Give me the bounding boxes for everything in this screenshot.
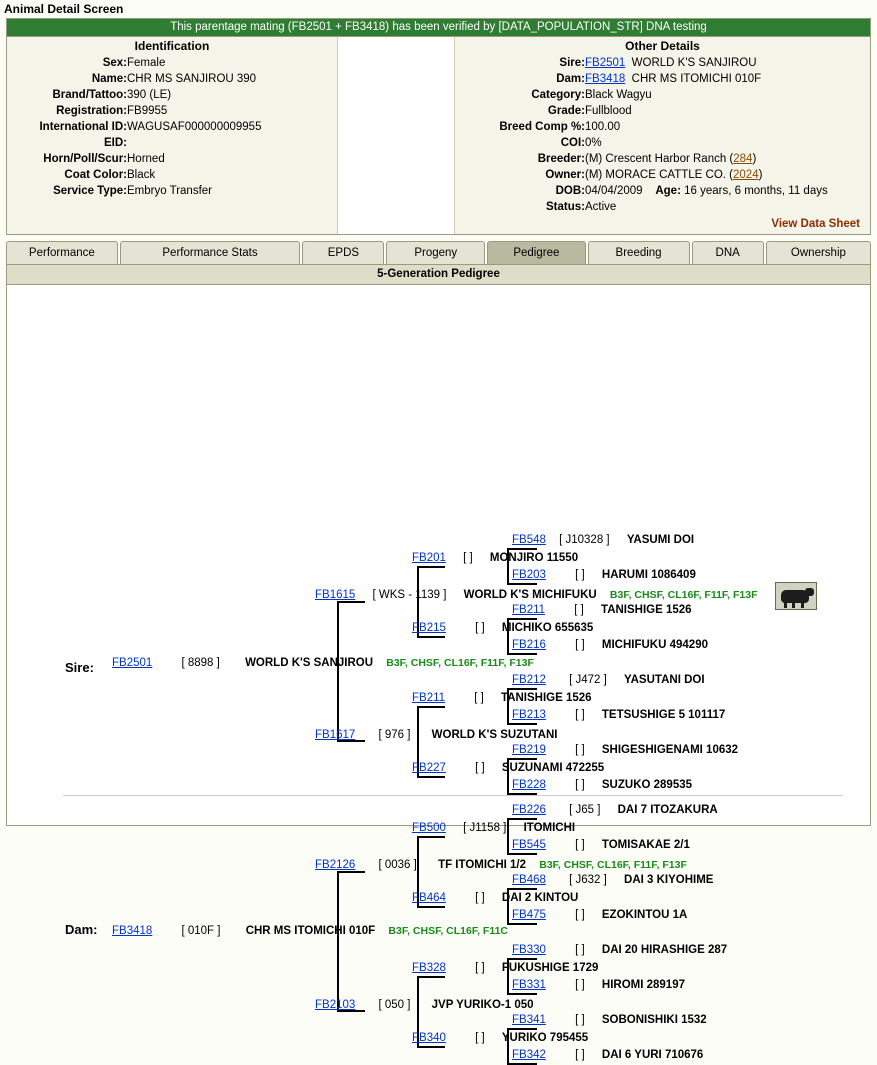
table-row <box>455 120 870 136</box>
dam-row-label: Dam: <box>65 922 98 937</box>
node-name: YASUMI DOI <box>626 534 695 546</box>
pedigree-node <box>412 1032 588 1045</box>
node-id-link[interactable]: FB500 <box>412 822 446 834</box>
field-label: Grade: <box>547 105 585 117</box>
breeder-name: (M) Crescent Harbor Ranch <box>585 153 727 165</box>
pedigree-node <box>512 874 713 887</box>
node-reg: [ J632 ] <box>569 874 607 886</box>
node-name: MONJIRO 11550 <box>489 552 579 564</box>
node-name: YASUTANI DOI <box>624 674 705 686</box>
age-label: Age: <box>655 185 681 197</box>
field-value: Horned <box>127 153 165 165</box>
node-id-link[interactable]: FB2103 <box>315 999 356 1011</box>
connector <box>417 706 445 708</box>
field-value: 0% <box>585 137 602 149</box>
node-reg: [ ] <box>475 1032 485 1044</box>
field-label: Brand/Tattoo: <box>52 89 127 101</box>
node-reg: [ ] <box>463 552 473 564</box>
node-reg: [ 976 ] <box>378 729 411 741</box>
pedigree-node <box>412 962 598 975</box>
pedigree-node <box>315 999 534 1012</box>
table-row <box>455 184 870 200</box>
pedigree-node <box>512 1049 703 1062</box>
node-id-link[interactable]: FB212 <box>512 674 546 686</box>
node-id-link[interactable]: FB3418 <box>112 925 153 937</box>
connector <box>507 993 537 995</box>
dam-id-link[interactable]: FB3418 <box>585 73 626 85</box>
field-value: CHR MS SANJIROU 390 <box>127 73 257 85</box>
node-reg: [ ] <box>575 944 585 956</box>
node-name: SOBONISHIKI 1532 <box>601 1014 707 1026</box>
table-row <box>7 72 337 88</box>
field-label: Service Type: <box>53 185 127 197</box>
connector <box>507 923 537 925</box>
node-id-link[interactable]: FB203 <box>512 569 546 581</box>
connector <box>417 976 445 978</box>
field-label: Sire: <box>559 57 585 69</box>
node-traits: B3F, CHSF, CL16F, F11F, F13F <box>609 589 758 601</box>
field-value: Active <box>585 201 617 213</box>
node-traits: B3F, CHSF, CL16F, F11C <box>388 925 509 937</box>
connector <box>337 871 339 1010</box>
field-value: 100.00 <box>585 121 621 133</box>
node-id-link[interactable]: FB331 <box>512 979 546 991</box>
identification-column <box>7 37 338 234</box>
node-id-link[interactable]: FB215 <box>412 622 446 634</box>
pedigree-node <box>412 762 604 775</box>
connector <box>507 853 537 855</box>
field-label: COI: <box>560 137 585 149</box>
node-name: DAI 7 ITOZAKURA <box>617 804 718 816</box>
node-reg: [ ] <box>575 839 585 851</box>
field-label: Name: <box>91 73 127 85</box>
field-value: Female <box>127 57 166 69</box>
connector <box>417 776 445 778</box>
field-label: EID: <box>104 137 127 149</box>
pedigree-node <box>512 604 692 617</box>
other-details-heading: Other Details <box>625 39 700 53</box>
dob-value: 04/04/2009 <box>585 185 643 197</box>
field-label: Dam: <box>556 73 585 85</box>
node-reg: [ ] <box>575 744 585 756</box>
connector <box>507 548 537 550</box>
pedigree-node <box>512 779 692 792</box>
node-name: TANISHIGE 1526 <box>601 604 692 616</box>
tab-performance[interactable]: Performance <box>6 241 118 264</box>
connector <box>507 688 537 690</box>
table-row <box>7 136 337 152</box>
pedigree-node <box>512 639 708 652</box>
connector <box>417 836 445 838</box>
field-value: WAGUSAF000000009955 <box>127 121 262 133</box>
field-label: Horn/Poll/Scur: <box>43 153 127 165</box>
connector <box>507 758 537 760</box>
age-value: 16 years, 6 months, 11 days <box>684 185 828 197</box>
field-label: DOB: <box>555 185 585 197</box>
pedigree-node <box>512 569 696 582</box>
node-reg: [ WKS - 1139 ] <box>372 589 447 601</box>
pedigree-node <box>512 534 694 547</box>
node-id-link[interactable]: FB211 <box>512 604 546 616</box>
pedigree-node <box>412 822 575 835</box>
pedigree-node <box>315 859 687 872</box>
node-id-link[interactable]: FB2126 <box>315 859 356 871</box>
table-row <box>7 56 337 72</box>
table-row <box>455 152 870 168</box>
field-value: (M) Crescent Harbor Ranch (284) <box>585 153 757 165</box>
node-name: DAI 2 KINTOU <box>501 892 579 904</box>
pedigree-node <box>412 552 578 565</box>
divider <box>63 795 843 796</box>
pedigree-node <box>315 729 557 742</box>
pedigree-node <box>412 892 578 905</box>
tab-epds[interactable]: EPDS <box>302 241 384 264</box>
other-details-column <box>455 37 870 234</box>
pedigree-node <box>412 692 592 705</box>
table-row <box>455 104 870 120</box>
connector <box>337 601 339 740</box>
node-reg: [ ] <box>574 604 584 616</box>
connector <box>417 636 445 638</box>
field-label: Coat Color: <box>64 169 127 181</box>
node-id-link[interactable]: FB341 <box>512 1014 546 1026</box>
table-row <box>455 168 870 184</box>
node-id-link[interactable]: FB330 <box>512 944 546 956</box>
field-label: Sex: <box>102 57 127 69</box>
node-name: DAI 6 YURI 710676 <box>601 1049 704 1061</box>
node-name: WORLD K'S SUZUTANI <box>431 729 558 741</box>
connector <box>507 618 537 620</box>
tab-breeding[interactable]: Breeding <box>588 241 690 264</box>
field-label: Breed Comp %: <box>499 121 585 133</box>
pedigree-node <box>315 589 758 602</box>
field-value: (M) MORACE CATTLE CO. (2024) <box>585 169 763 181</box>
table-row <box>7 88 337 104</box>
node-reg: [ ] <box>575 1014 585 1026</box>
field-label: Category: <box>531 89 585 101</box>
node-id-link[interactable]: FB1617 <box>315 729 356 741</box>
node-id-link[interactable]: FB1615 <box>315 589 356 601</box>
sire-row-label: Sire: <box>65 660 94 675</box>
pedigree-node <box>512 804 718 817</box>
field-value <box>585 56 870 72</box>
node-id-link[interactable]: FB340 <box>412 1032 446 1044</box>
tab-progeny[interactable]: Progeny <box>386 241 485 264</box>
tab-ownership[interactable]: Ownership <box>766 241 871 264</box>
node-name: ITOMICHI <box>523 822 576 834</box>
owner-name: (M) MORACE CATTLE CO. <box>585 169 726 181</box>
tab-pedigree[interactable]: Pedigree <box>487 241 586 264</box>
identification-table <box>7 56 337 200</box>
node-reg: [ 010F ] <box>181 925 221 937</box>
node-name: DAI 3 KIYOHIME <box>624 874 714 886</box>
node-name: SUZUNAMI 472255 <box>501 762 605 774</box>
node-id-link[interactable]: FB201 <box>412 552 446 564</box>
sire-name: WORLD K'S SANJIROU <box>631 57 757 69</box>
breeder-code-link[interactable]: 284 <box>733 153 753 165</box>
node-reg: [ ] <box>474 692 484 704</box>
tab-performance-stats[interactable]: Performance Stats <box>120 241 301 264</box>
node-name: DAI 20 HIRASHIGE 287 <box>601 944 728 956</box>
node-reg: [ ] <box>575 639 585 651</box>
node-id-link[interactable]: FB2501 <box>112 657 153 669</box>
table-row <box>7 184 337 200</box>
node-reg: [ 0036 ] <box>378 859 417 871</box>
node-reg: [ ] <box>575 569 585 581</box>
field-label: Breeder: <box>537 153 585 165</box>
other-details-table <box>455 56 870 216</box>
view-data-sheet-link[interactable]: View Data Sheet <box>771 218 860 230</box>
pedigree-node <box>112 657 534 670</box>
node-name: CHR MS ITOMICHI 010F <box>245 925 376 937</box>
pedigree-node <box>512 909 687 922</box>
table-row <box>7 104 337 120</box>
node-name: YURIKO 795455 <box>501 1032 589 1044</box>
node-reg: [ 050 ] <box>378 999 411 1011</box>
node-id-link[interactable]: FB219 <box>512 744 546 756</box>
pedigree-node <box>112 925 508 938</box>
node-id-link[interactable]: FB228 <box>512 779 546 791</box>
field-label: International ID: <box>39 121 127 133</box>
pedigree-node <box>512 744 738 757</box>
node-reg: [ ] <box>475 962 485 974</box>
connector <box>507 888 537 890</box>
connector <box>507 958 537 960</box>
parentage-verification-banner: This parentage mating (FB2501 + FB3418) has been verified by [DATA_POPULATION_STR] DNA testing <box>7 19 870 37</box>
node-id-link[interactable]: FB545 <box>512 839 546 851</box>
table-row <box>7 120 337 136</box>
node-id-link[interactable]: FB216 <box>512 639 546 651</box>
node-traits: B3F, CHSF, CL16F, F11F, F13F <box>539 859 687 871</box>
table-row <box>455 72 870 88</box>
node-reg: [ ] <box>575 1049 585 1061</box>
node-reg: [ ] <box>575 909 585 921</box>
pedigree-panel <box>6 264 871 1061</box>
node-name: SUZUKO 289535 <box>601 779 693 791</box>
field-value <box>585 72 870 88</box>
connector <box>507 583 537 585</box>
field-label: Registration: <box>56 105 127 117</box>
node-name: TETSUSHIGE 5 101117 <box>601 709 726 721</box>
field-value: 390 (LE) <box>127 89 172 101</box>
node-reg: [ J472 ] <box>569 674 607 686</box>
node-traits: B3F, CHSF, CL16F, F11F, F13F <box>386 657 534 669</box>
pedigree-node <box>512 944 727 957</box>
node-reg: [ J1158 ] <box>463 822 507 834</box>
node-reg: [ J10328 ] <box>559 534 610 546</box>
pedigree-chart <box>7 285 870 1061</box>
node-reg: [ 8898 ] <box>181 657 220 669</box>
identification-heading: Identification <box>134 39 210 53</box>
owner-code-link[interactable]: 2024 <box>733 169 759 181</box>
node-id-link[interactable]: FB342 <box>512 1049 546 1061</box>
animal-summary-panel <box>6 18 871 235</box>
sire-id-link[interactable]: FB2501 <box>585 57 626 69</box>
pedigree-node <box>512 839 690 852</box>
table-row <box>455 56 870 72</box>
connector <box>507 653 537 655</box>
node-reg: [ ] <box>575 779 585 791</box>
connector <box>507 1028 537 1030</box>
node-reg: [ ] <box>575 979 585 991</box>
field-value: Fullblood <box>585 105 632 117</box>
table-row <box>7 168 337 184</box>
field-value <box>585 184 870 200</box>
node-id-link[interactable]: FB328 <box>412 962 446 974</box>
pedigree-node <box>512 709 725 722</box>
node-name: SHIGESHIGENAMI 10632 <box>601 744 739 756</box>
node-name: HIROMI 289197 <box>601 979 685 991</box>
table-row <box>7 152 337 168</box>
node-id-link[interactable]: FB475 <box>512 909 546 921</box>
field-value: Black <box>127 169 156 181</box>
pedigree-node <box>512 1014 707 1027</box>
node-reg: [ ] <box>475 622 485 634</box>
connector <box>417 1046 445 1048</box>
node-reg: [ ] <box>475 762 485 774</box>
node-name: JVP YURIKO-1 050 <box>431 999 534 1011</box>
node-reg: [ ] <box>475 892 485 904</box>
pedigree-heading: 5-Generation Pedigree <box>7 265 870 285</box>
node-name: FUKUSHIGE 1729 <box>501 962 599 974</box>
field-value <box>127 136 337 152</box>
pedigree-node <box>512 979 685 992</box>
tab-bar <box>6 241 871 264</box>
node-reg: [ J65 ] <box>569 804 601 816</box>
connector <box>417 566 445 568</box>
node-name: TOMISAKAE 2/1 <box>601 839 690 851</box>
table-row <box>455 200 870 216</box>
page-title: Animal Detail Screen <box>4 2 124 16</box>
field-label: Owner: <box>545 169 585 181</box>
field-value: Embryo Transfer <box>127 185 212 197</box>
dam-name: CHR MS ITOMICHI 010F <box>631 73 762 85</box>
node-name: EZOKINTOU 1A <box>601 909 688 921</box>
node-id-link[interactable]: FB464 <box>412 892 446 904</box>
tab-dna[interactable]: DNA <box>692 241 764 264</box>
connector <box>417 906 445 908</box>
pedigree-node <box>512 674 705 687</box>
pedigree-node <box>412 622 593 635</box>
animal-thumbnail[interactable] <box>775 582 817 610</box>
node-name: WORLD K'S SANJIROU <box>245 657 374 669</box>
node-id-link[interactable]: FB468 <box>512 874 546 886</box>
table-row <box>455 88 870 104</box>
field-value: FB9955 <box>127 105 168 117</box>
node-name: MICHIKO 655635 <box>501 622 594 634</box>
table-row <box>455 136 870 152</box>
node-name: MICHIFUKU 494290 <box>601 639 708 651</box>
node-id-link[interactable]: FB211 <box>412 692 446 704</box>
node-name: WORLD K'S MICHIFUKU <box>463 589 597 601</box>
node-name: TF ITOMICHI 1/2 <box>438 859 527 871</box>
field-value: Black Wagyu <box>585 89 652 101</box>
connector <box>507 818 537 820</box>
node-id-link[interactable]: FB227 <box>412 762 446 774</box>
node-id-link[interactable]: FB548 <box>512 534 546 546</box>
node-id-link[interactable]: FB213 <box>512 709 546 721</box>
field-label: Status: <box>546 201 585 213</box>
node-id-link[interactable]: FB226 <box>512 804 546 816</box>
node-reg: [ ] <box>575 709 585 721</box>
animal-photo-area <box>338 37 455 234</box>
node-name: TANISHIGE 1526 <box>501 692 592 704</box>
node-name: HARUMI 1086409 <box>601 569 696 581</box>
connector <box>507 723 537 725</box>
